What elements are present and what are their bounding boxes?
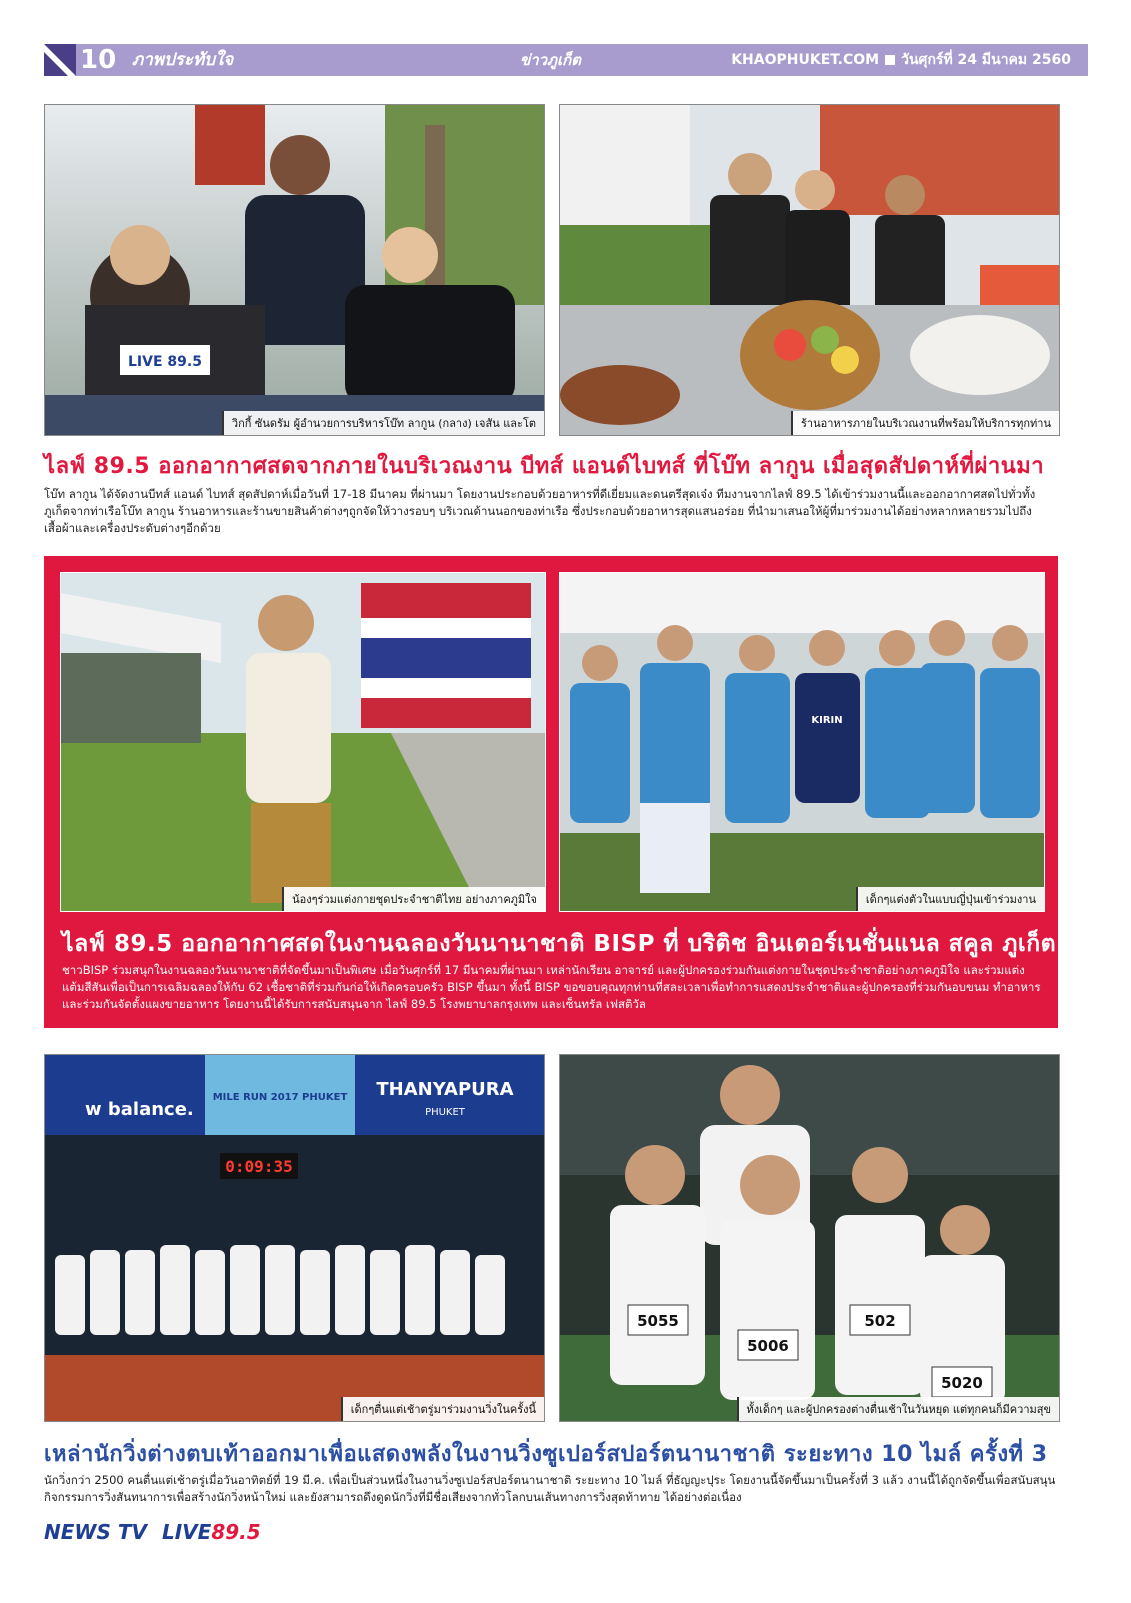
photo-radio-broadcast [44, 104, 545, 436]
photo-thai-flag [60, 572, 546, 912]
corner-logo-icon [44, 44, 76, 76]
shirt-text: KIRIN [811, 715, 843, 726]
story1-headline: ไลฟ์ 89.5 ออกอากาศสดจากภายในบริเวณงาน บีทส์ แอนด์ไบทส์ ที่โบ๊ท ลากูน เมื่อสุดสัปดาห์ที่ผ่านมา [44, 454, 1045, 479]
photo-caption: ทั้งเด็กๆ และผู้ปกครองต่างตื่นเช้าในวันหยุด แต่ทุกคนก็มีความสุข [737, 1397, 1059, 1421]
news-tv-logo: NEWS TV [44, 1520, 147, 1544]
issue-date: วันศุกร์ที่ 24 มีนาคม 2560 [901, 52, 1071, 68]
photo-japanese-costume [559, 572, 1045, 912]
photo-caption: น้องๆร่วมแต่งกายชุดประจำชาติไทย อย่างภาคภูมิใจ [282, 887, 545, 911]
photo-caption: เด็กๆแต่งตัวในแบบญี่ปุ่นเข้าร่วมงาน [856, 887, 1044, 911]
live-logo-frequency: 89.5 [211, 1520, 261, 1544]
bib-number: 5020 [941, 1374, 983, 1392]
page-number: 10 [80, 45, 117, 75]
bib-number: 5006 [747, 1337, 789, 1355]
photo-food-stall [559, 104, 1060, 436]
masthead-logo: ข่าวภูเก็ต [520, 51, 581, 69]
photo-race-start [44, 1054, 545, 1422]
photo-caption: ร้านอาหารภายในบริเวณงานที่พร้อมให้บริการทุกท่าน [791, 411, 1059, 435]
banner-event-text: MILE RUN 2017 PHUKET [212, 1092, 348, 1103]
story2-headline: ไลฟ์ 89.5 ออกอากาศสดในงานฉลองวันนานาชาติ BISP ที่ บริติช อินเตอร์เนชั่นแนล สคูล ภูเก็ต [62, 931, 1057, 957]
site-and-date [731, 44, 1071, 76]
race-clock: 0:09:35 [225, 1157, 293, 1176]
story1-body: โบ๊ท ลากูน ได้จัดงานบีทส์ แอนด์ ไบทส์ สุดสัปดาห์เมื่อวันที่ 17-18 มีนาคม ที่ผ่านมา โดยงานประกอบด้วยอาหารที่ดีเยี่ยมและดนตรีสุดเจ๋ง ทีมงานจากไลฟ์ 89.5 ได้เข้าร่วมงานนี้และออกอากาศสดไปทั่วทั้งภูเก็ตจากท่าเรือโบ๊ท ลากูน ร้านอาหารและร้านขายสินค้าต่างๆถูกจัดให้วางรอบๆ บริเวณด้านนอกของท่าเรือ ซึ่งประกอบด้วยอาหารสุดแสนอร่อย ที่นำมาเสนอให้ผู้ที่มาร่วมงานได้อย่างหลากหลายรวมไปถึงเสื้อผ้าและเครื่องประดับต่างๆอีกด้วย [44, 487, 1036, 535]
photo-caption: วิกกี้ ซันดรัม ผู้อำนวยการบริหารโบ๊ท ลากูน (กลาง) เจสัน และโต [222, 411, 544, 435]
story3-headline: เหล่านักวิ่งต่างตบเท้าออกมาเพื่อแสดงพลังในงานวิ่งซูเปอร์สปอร์ตนานาชาติ ระยะทาง 10 ไมล์ ครั้งที่ 3 [44, 1442, 1048, 1467]
banner-left-text: w balance. [85, 1099, 194, 1120]
bib-number: 5055 [637, 1312, 679, 1330]
site-url[interactable]: KHAOPHUKET.COM [731, 52, 880, 68]
live-sign: LIVE 89.5 [128, 354, 202, 370]
live-logo-word: LIVE [162, 1520, 212, 1544]
banner-right-text: THANYAPURA [376, 1079, 514, 1100]
photo-runners-family [559, 1054, 1060, 1422]
section-title: ภาพประทับใจ [132, 50, 234, 70]
photo-caption: เด็กๆตื่นแต่เช้าตรู่มาร่วมงานวิ่งในครั้งนี้ [341, 1397, 544, 1421]
banner-right-sub: PHUKET [425, 1107, 465, 1118]
square-separator-icon [885, 55, 895, 65]
bib-number: 502 [864, 1312, 896, 1330]
story2-body: ชาวBISP ร่วมสนุกในงานฉลองวันนานาชาติที่จัดขึ้นมาเป็นพิเศษ เมื่อวันศุกร์ที่ 17 มีนาคมที่ผ่านมา เหล่านักเรียน อาจารย์ และผู้ปกครองร่วมกันแต่งกายในชุดประจำชาติอย่างภาคภูมิใจ และร่วมแต่งแต้มสีสันเพื่อเป็นการเฉลิมฉลองให้กับ 62 เชื้อชาติที่ร่วมกันก่อให้เกิดครอบครัว BISP ขึ้นมา ทั้งนี้ BISP ขอขอบคุณทุกท่านที่สละเวลาเพื่อทำการแสดงประจำชาติและผู้ปกครองที่ร่วมกันอบขนม ทำอาหารและร่วมกันจัดตั้งแผงขายอาหาร โดยงานนี้ได้รับการสนับสนุนจาก ไลฟ์ 89.5 โรงพยาบาลกรุงเทพ และเซ็นทรัล เฟสติวัล [62, 963, 1041, 1011]
live-radio-logo [162, 1520, 261, 1544]
story3-body: นักวิ่งกว่า 2500 คนตื่นแต่เช้าตรู่เมื่อวันอาทิตย์ที่ 19 มี.ค. เพื่อเป็นส่วนหนึ่งในงานวิ่งซูเปอร์สปอร์ตนานาชาติ ระยะทาง 10 ไมล์ ที่ธัญญะปุระ โดยงานนี้จัดขึ้นมาเป็นครั้งที่ 3 แล้ว งานนี้ได้ถูกจัดขึ้นเพื่อสนับสนุนกิจกรรมการวิ่งสันทนาการเพื่อสร้างนักวิ่งหน้าใหม่ และยังสามารถดึงดูดนักวิ่งที่มีชื่อเสียงจากทั่วโลกบนเส้นทางการวิ่งสุดท้าทาย ได้อย่างต่อเนื่อง [44, 1473, 1056, 1504]
